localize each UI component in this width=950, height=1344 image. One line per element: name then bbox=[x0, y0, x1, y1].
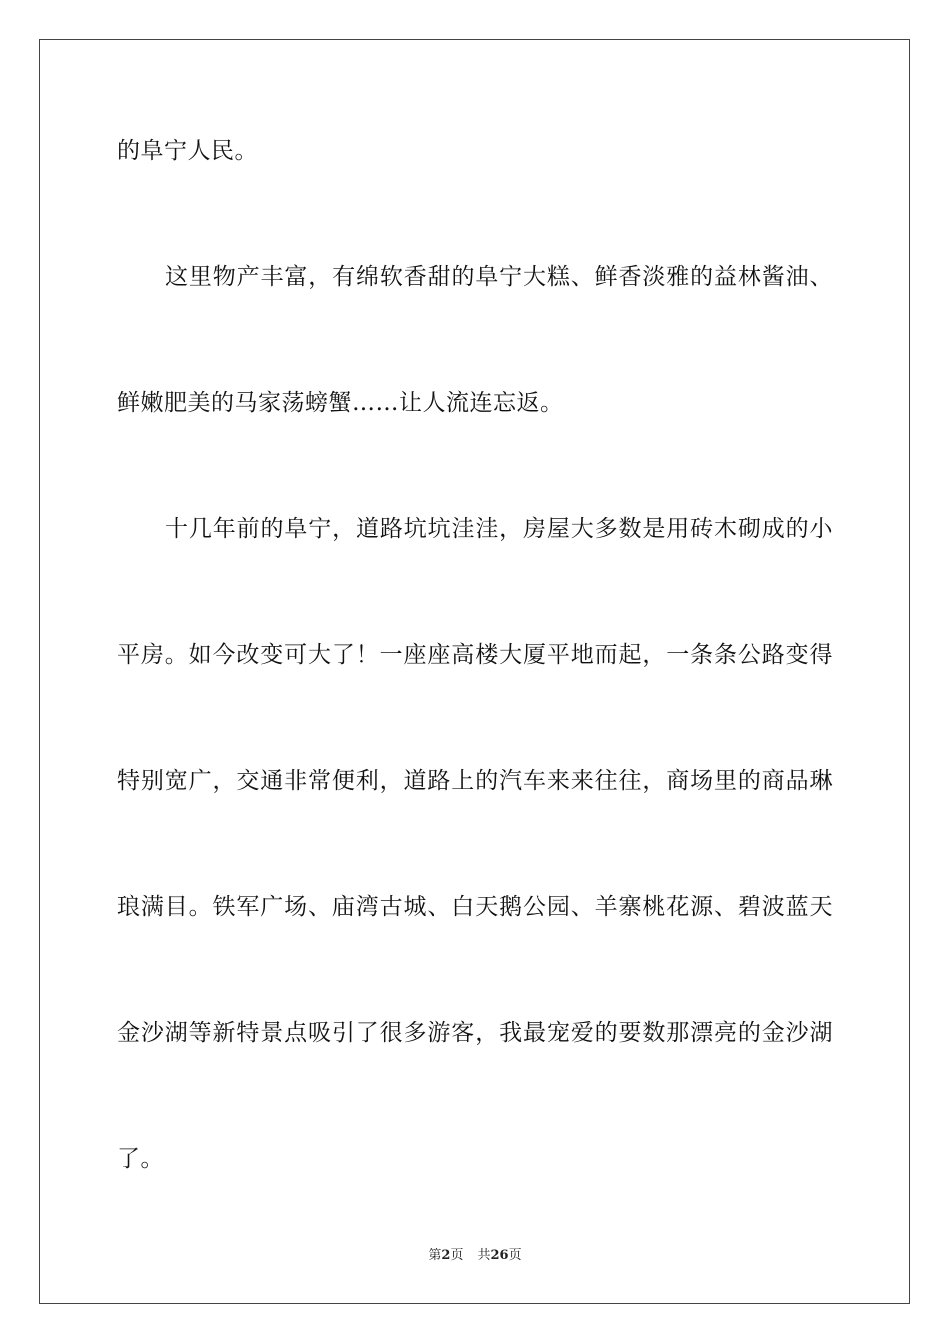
total-label-prefix: 共 bbox=[477, 1248, 491, 1263]
body-text-line: 琅满目。铁军广场、庙湾古城、白天鹅公园、羊寨桃花源、碧波蓝天 bbox=[117, 894, 833, 920]
body-text-line: 特别宽广，交通非常便利，道路上的汽车来来往往，商场里的商品琳 bbox=[117, 768, 833, 794]
page-footer bbox=[0, 1247, 950, 1265]
body-text-line: 的阜宁人民。 bbox=[117, 138, 258, 164]
page-border bbox=[39, 39, 910, 1304]
page-label-suffix: 页 bbox=[450, 1248, 464, 1263]
current-page-number: 2 bbox=[441, 1248, 451, 1263]
body-text-line: 了。 bbox=[117, 1146, 164, 1172]
body-text-line: 鲜嫩肥美的马家荡螃蟹……让人流连忘返。 bbox=[117, 390, 564, 416]
page-label-prefix: 第 bbox=[428, 1248, 442, 1263]
body-text-line: 金沙湖等新特景点吸引了很多游客，我最宠爱的要数那漂亮的金沙湖 bbox=[117, 1020, 833, 1046]
total-label-suffix: 页 bbox=[508, 1248, 522, 1263]
body-text-line: 十几年前的阜宁，道路坑坑洼洼，房屋大多数是用砖木砌成的小 bbox=[165, 516, 833, 542]
total-pages-number: 26 bbox=[490, 1248, 509, 1263]
body-text-line: 这里物产丰富，有绵软香甜的阜宁大糕、鲜香淡雅的益林酱油、 bbox=[165, 264, 833, 290]
body-text-line: 平房。如今改变可大了！一座座高楼大厦平地而起，一条条公路变得 bbox=[117, 642, 833, 668]
